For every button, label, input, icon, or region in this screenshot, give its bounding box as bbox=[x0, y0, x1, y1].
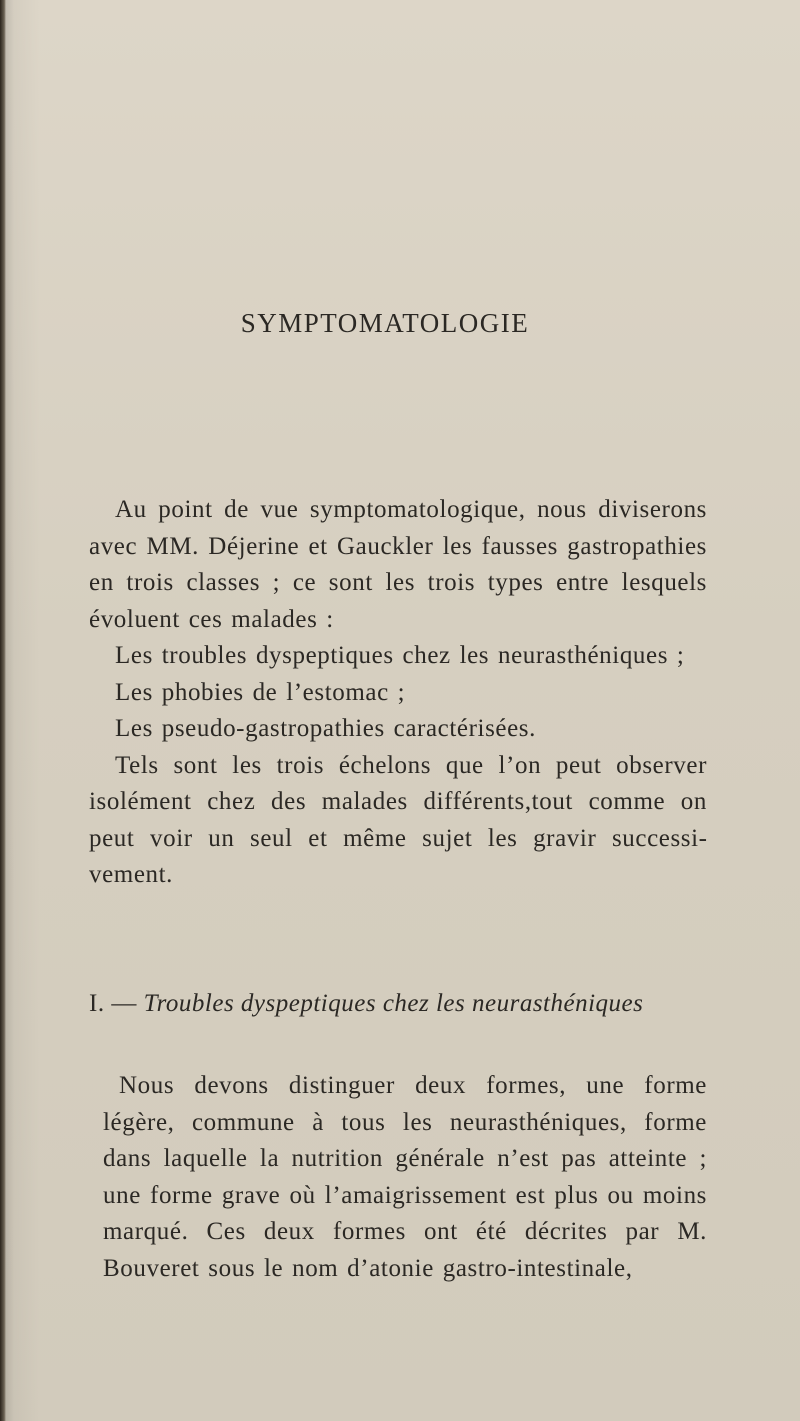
page-binding-edge bbox=[0, 0, 6, 1421]
paragraph: Au point de vue symptomatologique, nous diviserons avec MM. Déjerine et Gauckler les fausses gastropathies en trois classes ; ce sont les trois types entre lesquels évoluent ces malades : bbox=[89, 496, 707, 633]
paragraph: Les phobies de l’estomac ; bbox=[115, 678, 406, 706]
paragraph: Nous devons distinguer deux formes, une forme légère, commune à tous les neurasthéniques, forme dans laquelle la nutrition générale n’est pas atteinte ; une forme grave où l’amaigrissement est plus ou moins marqué. Ces deux formes ont été décrites par M. Bouveret sous le nom d’atonie gastro-intestinale, bbox=[103, 1072, 707, 1282]
section-number: I. — bbox=[89, 990, 137, 1017]
paragraph: Tels sont les trois échelons que l’on peut observer isolément chez des malades différents,tout comme on peut voir un seul et même sujet les gravir successivement. bbox=[89, 751, 707, 888]
section-title-text: Troubles dyspeptiques chez les neurasthéniques bbox=[143, 990, 644, 1017]
paragraph: Les pseudo-gastropathies caractérisées. bbox=[115, 715, 536, 742]
chapter-heading: SYMPTOMATOLOGIE bbox=[240, 308, 530, 338]
intro-text-block bbox=[89, 492, 707, 894]
section-title bbox=[89, 990, 709, 1018]
section-text-block bbox=[103, 1068, 707, 1288]
paragraph: Les troubles dyspeptiques chez les neurasthéniques ; bbox=[115, 642, 685, 669]
